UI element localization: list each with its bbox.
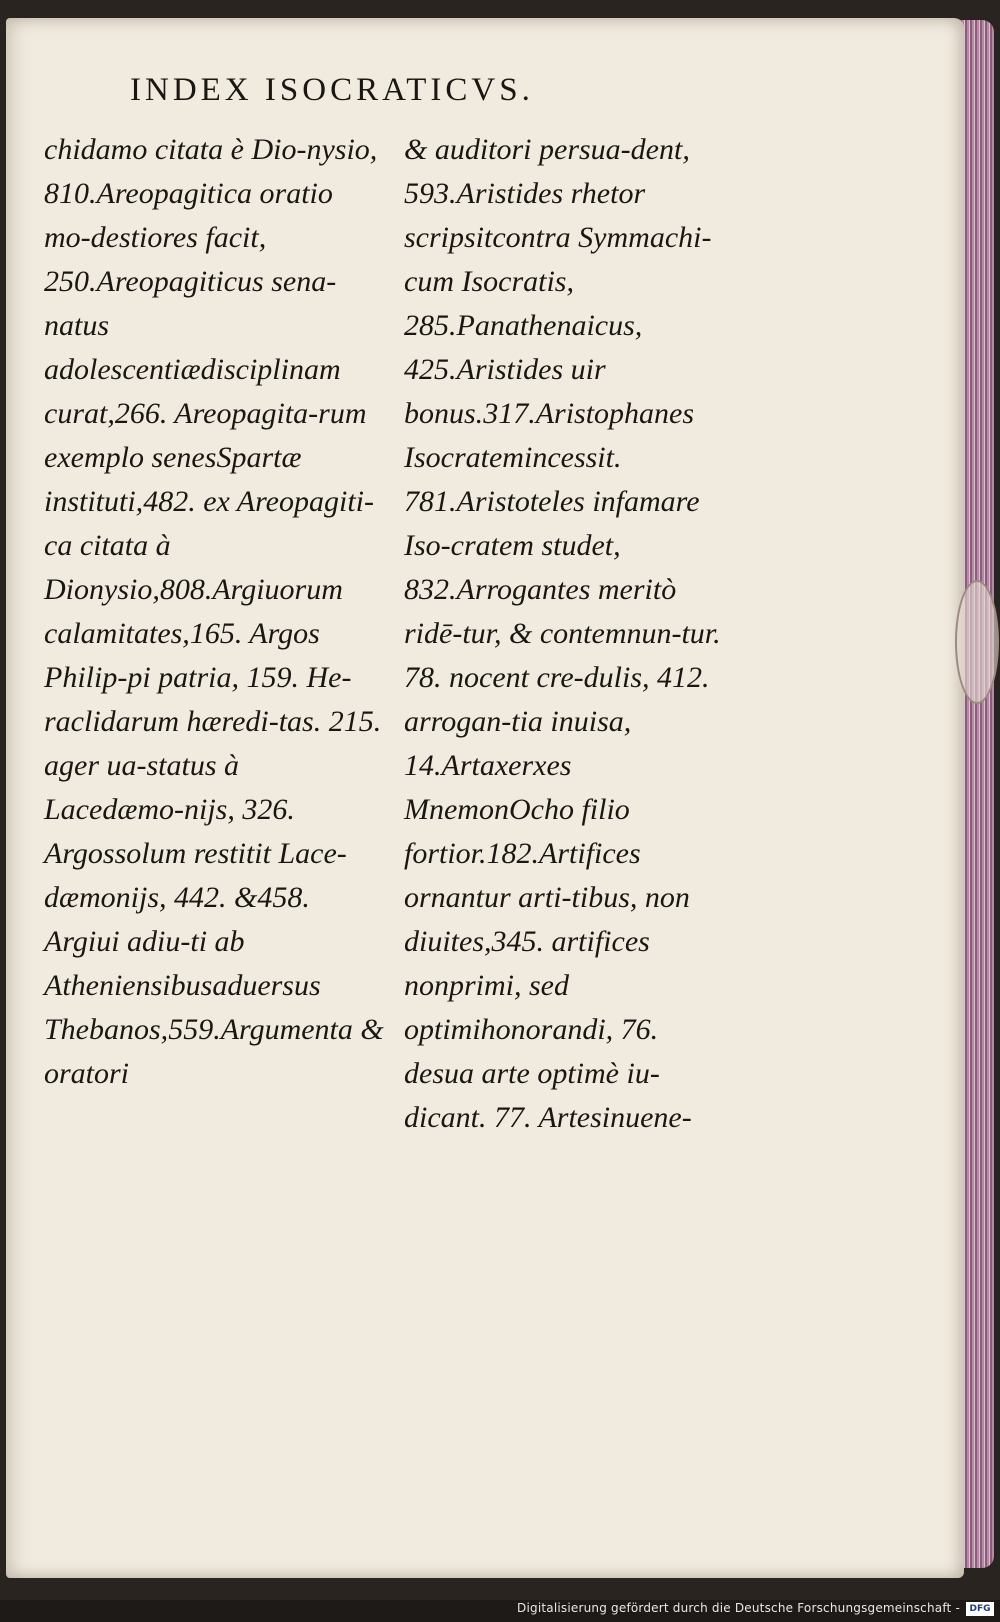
index-line: Aristophanes Isocratem [404,397,695,474]
index-line: aduersus Thebanos, [44,969,321,1046]
index-line: 458. Argiui adiu- [44,881,310,958]
index-line: tibus, non diuites, [404,881,690,958]
index-line: incessit. 781. [404,441,622,518]
index-line: Argiuorum calamitates, [44,573,343,650]
index-line: Panathenaicus, 425. [404,309,643,386]
index-line: raclidarum hæredi- [44,705,279,738]
index-line: chidamo citata è Dio- [44,133,307,166]
page-tab-marker [955,580,999,704]
index-line: Aristides uir bonus. [404,353,606,430]
footer-credit: Digitalisierung gefördert durch die Deutsche Forschungsgemeinschaft - [517,1601,960,1615]
index-line: dicant. 77. Artes [404,1101,602,1134]
index-column-right [404,128,734,1140]
index-line: cratem studet, 832. [404,529,621,606]
index-line: pi patria, 159. He- [127,661,352,694]
index-line: ca citata à Dionysio, [44,529,171,606]
index-line: 165. Argos Philip- [44,617,320,694]
index-line: cum Isocratis, 285. [404,265,574,342]
index-line: Artaxerxes Mnemon [404,749,572,826]
index-line: 482. ex Areopagiti- [143,485,374,518]
index-line: Artifices ornantur arti- [404,837,641,914]
index-line: Areopagitica oratio mo- [44,177,333,254]
page-header: INDEX ISOCRATICVS. [130,72,534,108]
index-line: ti ab Atheniensibus [44,925,245,1002]
index-line: destiores facit, 250. [44,221,267,298]
index-line: natus adolescentiæ [44,309,201,386]
index-line: dent, 593. [404,133,690,210]
index-line: dulis, 412. arrogan- [404,661,710,738]
index-line: honorandi, 76. de [404,1013,659,1090]
index-line: 808. [159,573,213,606]
index-line: Aristides rhetor scripsit [404,177,646,254]
index-column-left [44,128,384,1096]
index-line: Argumenta & oratori [44,1013,384,1090]
index-line: primi, sed optimi [404,969,569,1046]
index-line: rum exemplo senes [44,397,367,474]
index-line: 182. [486,837,540,870]
index-line: 317. [483,397,536,430]
book-fore-edge [960,20,994,1568]
index-line: tia inuisa, 14. [404,705,632,782]
index-line: Aristoteles infamare Iso- [404,485,700,562]
index-line: sua arte optimè iu- [432,1057,660,1090]
index-line: contra Symmachi- [492,221,712,254]
index-line: 266. Areopagita- [114,397,319,430]
index-line: & auditori persua- [404,133,631,166]
dfg-logo: DFG [966,1602,994,1616]
index-line: tas. 215. ager ua- [44,705,382,782]
index-line: solum restitit Lace- [114,837,347,870]
index-line: dæmonijs, 442. & [44,881,258,914]
index-line: tur. 78. nocent cre- [404,617,721,694]
index-line: tur, & contemnun- [462,617,682,650]
index-line: nijs, 326. Argos [44,793,295,870]
index-line: 559. [168,1013,221,1046]
index-line: Spartæ instituti, [44,441,302,518]
index-line: Arrogantes meritò ridē- [404,573,677,650]
index-line: status à Lacedæmo- [44,749,240,826]
index-line: Areopagiticus sena- [96,265,337,298]
index-line: nysio, 810. [44,133,378,210]
index-line: 345. artifices non [404,925,650,1002]
index-line: inuene- [601,1101,692,1134]
index-line: disciplinam curat, [44,353,341,430]
index-line: Ocho filio fortior. [404,793,630,870]
